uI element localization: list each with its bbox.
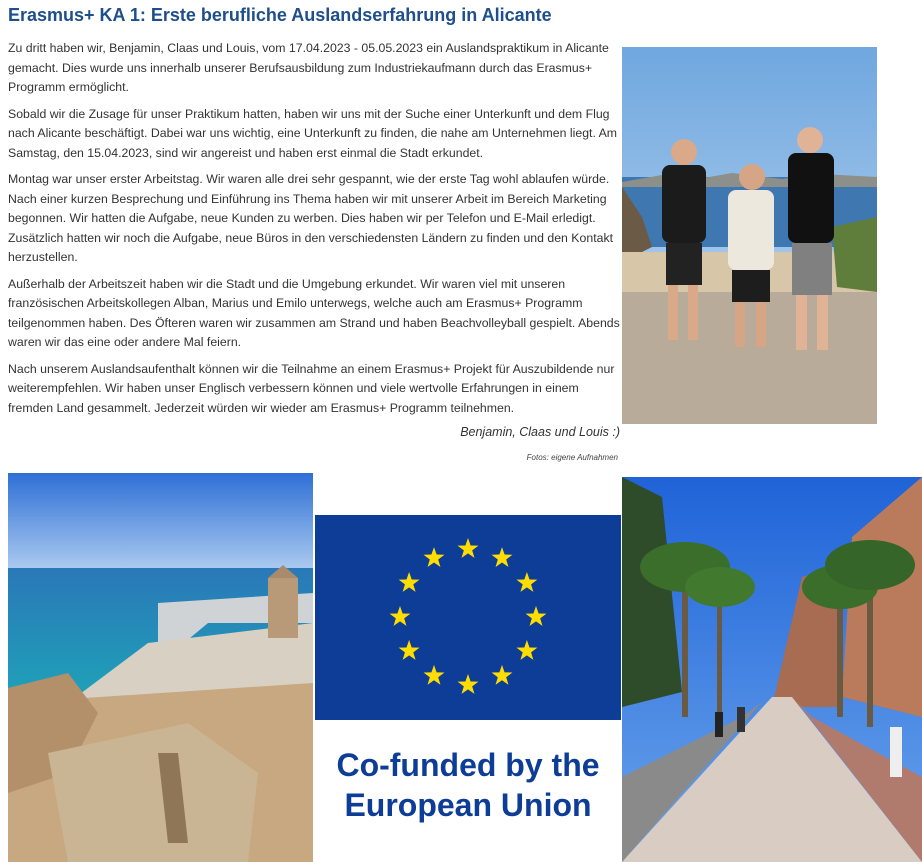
group-photo <box>622 47 877 424</box>
signature: Benjamin, Claas und Louis :) <box>460 425 620 439</box>
eu-star-icon <box>516 572 537 592</box>
eu-star-icon <box>399 572 420 592</box>
paragraph-5: Nach unserem Auslandsaufenthalt können wir die Teilnahme an einem Erasmus+ Projekt für Auszubildende nur weiterempfehlen. Wir haben unser Englisch verbessern können und viele wertvolle Erfahrungen in einem fremden Land gesammelt. Jederzeit würden wir wieder am Erasmus+ Programm teilnehmen. <box>8 361 615 415</box>
paragraph-1: Zu dritt haben wir, Benjamin, Claas und Louis, vom 17.04.2023 - 05.05.2023 ein Auslandspraktikum in Alicante gemacht. Dies wurde uns innerhalb unserer Berufsausbildung zum Industriekaufmann durch das Erasmus+ Programm ermöglicht. <box>8 41 609 94</box>
eu-flag <box>315 515 621 720</box>
article-title: Erasmus+ KA 1: Erste berufliche Auslandserfahrung in Alicante <box>8 5 552 25</box>
eu-star-icon <box>526 606 547 626</box>
eu-cofunded-text <box>315 745 621 825</box>
harbor-photo <box>8 473 313 862</box>
eu-star-icon <box>492 665 513 685</box>
eu-star-icon <box>390 606 411 626</box>
paragraph-4: Außerhalb der Arbeitszeit haben wir die Stadt und die Umgebung erkundet. Wir waren viel mit unseren französischen Arbeitskollegen Alban, Marius und Emilo unterwegs, welche auch am Erasmus+ Programm teilgenommen haben. Des Öfteren waren wir zusammen am Strand und haben Beachvolleyball gespielt. Abends waren wir das eine oder andere Mal feiern. <box>8 276 620 349</box>
eu-star-icon <box>516 640 537 660</box>
eu-text-line2: European Union <box>344 787 592 823</box>
eu-star-icon <box>458 674 479 694</box>
photo-credit: Fotos: eigene Aufnahmen <box>526 453 618 462</box>
street-photo-image <box>622 477 922 862</box>
street-photo <box>622 477 922 862</box>
eu-star-icon <box>458 538 479 558</box>
eu-star-icon <box>424 665 445 685</box>
eu-cofunded-logo <box>315 515 621 862</box>
eu-star-icon <box>424 547 445 567</box>
article-body <box>8 39 620 425</box>
paragraph-3: Montag war unser erster Arbeitstag. Wir waren alle drei sehr gespannt, wie der erste Tag wohl ablaufen würde. Nach einer kurzen Besprechung und Einführung ins Thema haben wir mit unserer Arbeit im Bereich Marketing begonnen. Wir hatten die Aufgabe, neue Kunden zu werben. Dies haben wir per Telefon und E-Mail erledigt. Zusätzlich hatten wir noch die Aufgabe, neue Büros in den verschiedensten Ländern zu finden und den Kontakt herzustellen. <box>8 172 614 264</box>
eu-star-icon <box>492 547 513 567</box>
paragraph-2: Sobald wir die Zusage für unser Praktikum hatten, haben wir uns mit der Suche einer Unterkunft und dem Flug nach Alicante beschäftigt. Dabei war uns wichtig, eine Unterkunft zu finden, die nahe am Unternehmen liegt. Am Samstag, den 15.04.2023, sind wir angereist und haben erst einmal die Stadt erkundet. <box>8 106 618 160</box>
eu-text-line1: Co-funded by the <box>336 747 600 783</box>
group-photo-image <box>622 47 877 424</box>
harbor-photo-image <box>8 473 313 862</box>
eu-star-icon <box>399 640 420 660</box>
eu-stars-icon <box>315 515 621 720</box>
